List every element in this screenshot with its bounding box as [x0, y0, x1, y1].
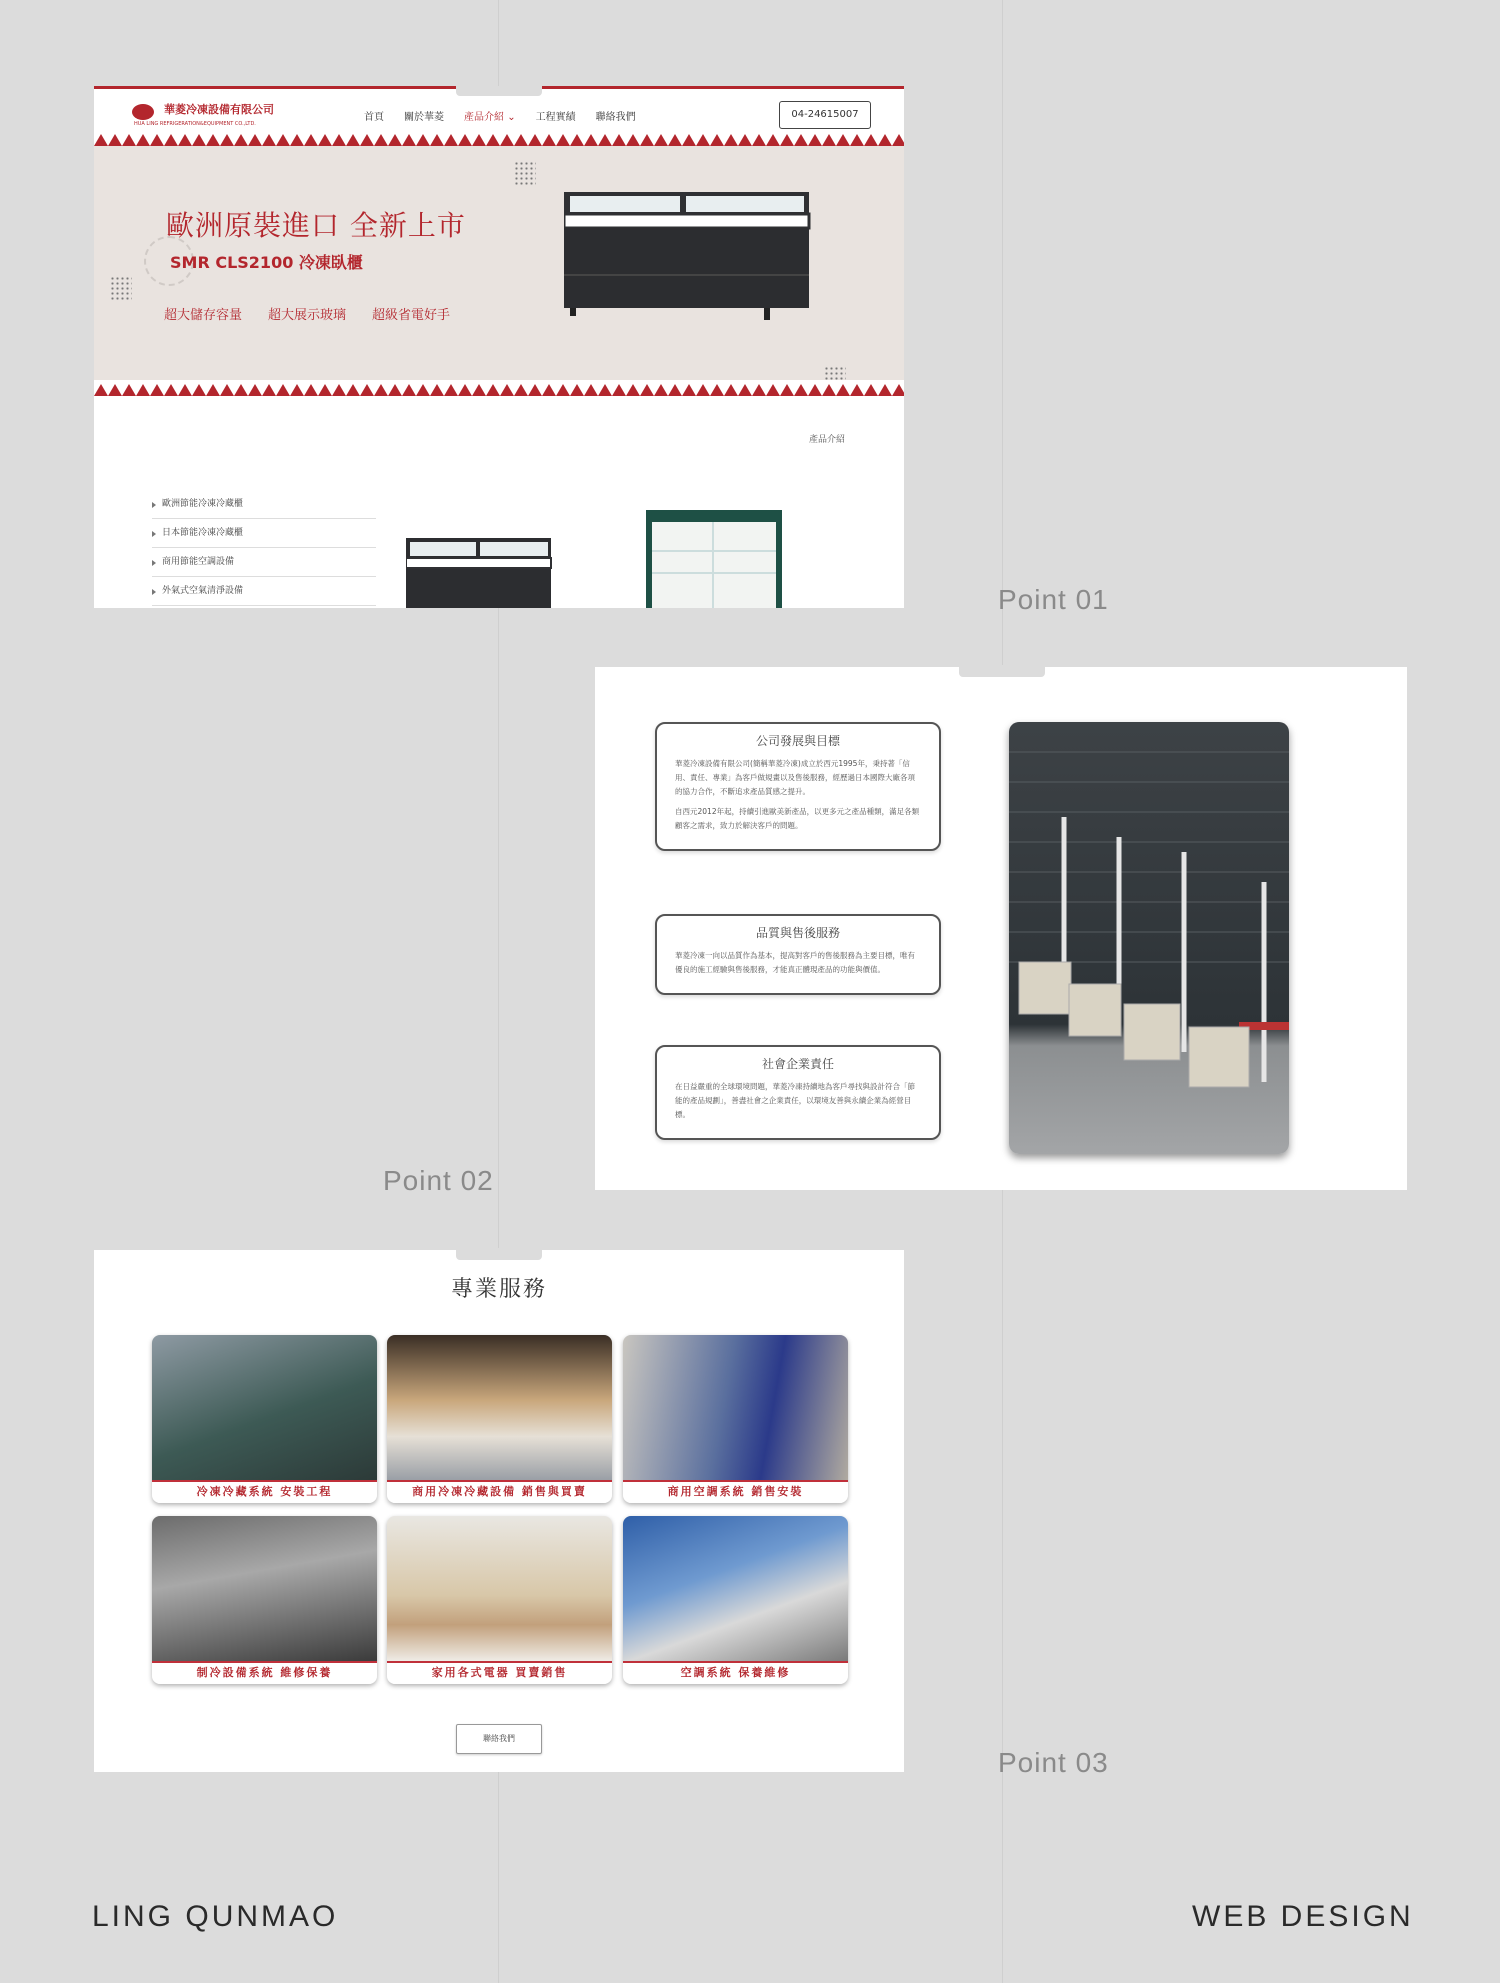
service-card[interactable]	[152, 1516, 377, 1684]
point-3-label: Point 03	[998, 1747, 1109, 1778]
hero-title: 歐洲原裝進口 全新上市	[166, 209, 466, 242]
about-preview	[595, 667, 1407, 1190]
product-thumbnail-freezer	[406, 532, 556, 608]
chevron-down-icon: ⌄	[507, 112, 516, 123]
nav-products[interactable]: 產品介紹 ⌄	[464, 112, 516, 123]
service-photo-appliances	[387, 1516, 612, 1661]
service-caption: 商用空調系統 銷售安裝	[623, 1480, 848, 1503]
tab-notch	[959, 665, 1045, 677]
hero-feature: 超大展示玻璃	[268, 308, 347, 323]
zigzag-border-top	[94, 130, 904, 146]
tab-notch	[456, 86, 542, 96]
hero-feature: 超級省電好手	[372, 308, 451, 323]
nav-home[interactable]: 首頁	[364, 112, 384, 123]
zigzag-border-bottom	[94, 380, 904, 396]
info-card-csr	[655, 1045, 941, 1140]
product-thumbnail-showcase	[646, 510, 786, 608]
card-text: 自西元2012年起，持續引進歐美新產品，以更多元之產品種類，滿足各類顧客之需求，致力於解決客戶的問題。	[675, 807, 920, 830]
nav-projects[interactable]: 工程實績	[535, 112, 576, 123]
hero-features	[164, 304, 450, 323]
service-caption: 冷凍冷藏系統 安裝工程	[152, 1480, 377, 1503]
company-logo-icon[interactable]	[132, 104, 154, 120]
hero-feature: 超大儲存容量	[164, 308, 243, 323]
author-name: LING QUNMAO	[92, 1900, 339, 1933]
service-photo-freezer-sales	[387, 1335, 612, 1480]
service-caption: 商用冷凍冷藏設備 銷售與買賣	[387, 1480, 612, 1503]
dot-pattern-icon	[110, 276, 132, 302]
service-photo-aircon-service	[623, 1516, 848, 1661]
category-item[interactable]: 歐洲節能冷凍冷藏櫃	[152, 490, 376, 519]
category-list	[152, 490, 376, 606]
info-card-quality	[655, 914, 941, 995]
services-title: 專業服務	[450, 1277, 547, 1302]
service-caption: 家用各式電器 買賣銷售	[387, 1661, 612, 1684]
service-photo-aircon-install	[623, 1335, 848, 1480]
project-category: WEB DESIGN	[1192, 1900, 1414, 1933]
services-preview	[94, 1250, 904, 1772]
point-1-label: Point 01	[998, 584, 1109, 615]
contact-button[interactable]: 聯絡我們	[456, 1724, 542, 1754]
category-item[interactable]: 外氣式空氣清淨設備	[152, 577, 376, 606]
service-card[interactable]	[152, 1335, 377, 1503]
card-title: 社會企業責任	[761, 1057, 834, 1071]
card-text: 華菱冷凍設備有限公司(簡稱華菱冷凍)成立於西元1995年，秉持著「信用、責任、專業」為客戶做規畫以及售後服務，經歷過日本國際大廠各項的協力合作，不斷追求產品質感之提升。	[675, 759, 915, 796]
category-item[interactable]: 商用節能空調設備	[152, 548, 376, 577]
nav-about[interactable]: 關於華菱	[404, 112, 444, 123]
category-item[interactable]: 日本節能冷凍冷藏櫃	[152, 519, 376, 548]
service-caption: 空調系統 保養維修	[623, 1661, 848, 1684]
homepage-preview	[94, 86, 904, 608]
card-title: 品質與售後服務	[755, 926, 840, 940]
company-sub: HUA LING REFRIGERATION&EQUIPMENT CO.,LTD.	[134, 121, 256, 127]
phone-button[interactable]: 04-24615007	[779, 101, 871, 129]
service-card[interactable]	[387, 1516, 612, 1684]
main-nav	[364, 108, 636, 123]
tab-notch	[456, 1248, 542, 1260]
dot-pattern-icon	[514, 161, 536, 187]
outdoor-units-photo	[1009, 722, 1289, 1154]
point-2-label: Point 02	[383, 1165, 494, 1196]
card-text: 在日益嚴重的全球環境問題，華菱冷凍持續地為客戶尋找與設計符合「節能的產品規劃」，善盡社會之企業責任，以環境友善與永續企業為經營目標。	[675, 1082, 915, 1119]
hero-subtitle: SMR CLS2100 冷凍臥櫃	[170, 253, 363, 272]
service-photo-maintenance	[152, 1516, 377, 1661]
freezer-product-image	[564, 186, 814, 336]
service-card[interactable]	[623, 1335, 848, 1503]
nav-contact[interactable]: 聯絡我們	[595, 112, 636, 123]
info-card-development	[655, 722, 941, 851]
service-card[interactable]	[623, 1516, 848, 1684]
service-caption: 制冷設備系統 維修保養	[152, 1661, 377, 1684]
service-photo-installation	[152, 1335, 377, 1480]
wall-photo-art	[1009, 722, 1289, 1154]
card-text: 華菱冷凍一向以品質作為基本，提高對客戶的售後服務為主要目標，唯有優良的施工經驗與售後服務，才能真正體現產品的功能與價值。	[675, 951, 915, 974]
service-card[interactable]	[387, 1335, 612, 1503]
card-title: 公司發展與目標	[755, 734, 840, 748]
company-name: 華菱冷凍設備有限公司	[164, 103, 274, 116]
section-label: 產品介紹	[809, 435, 846, 445]
